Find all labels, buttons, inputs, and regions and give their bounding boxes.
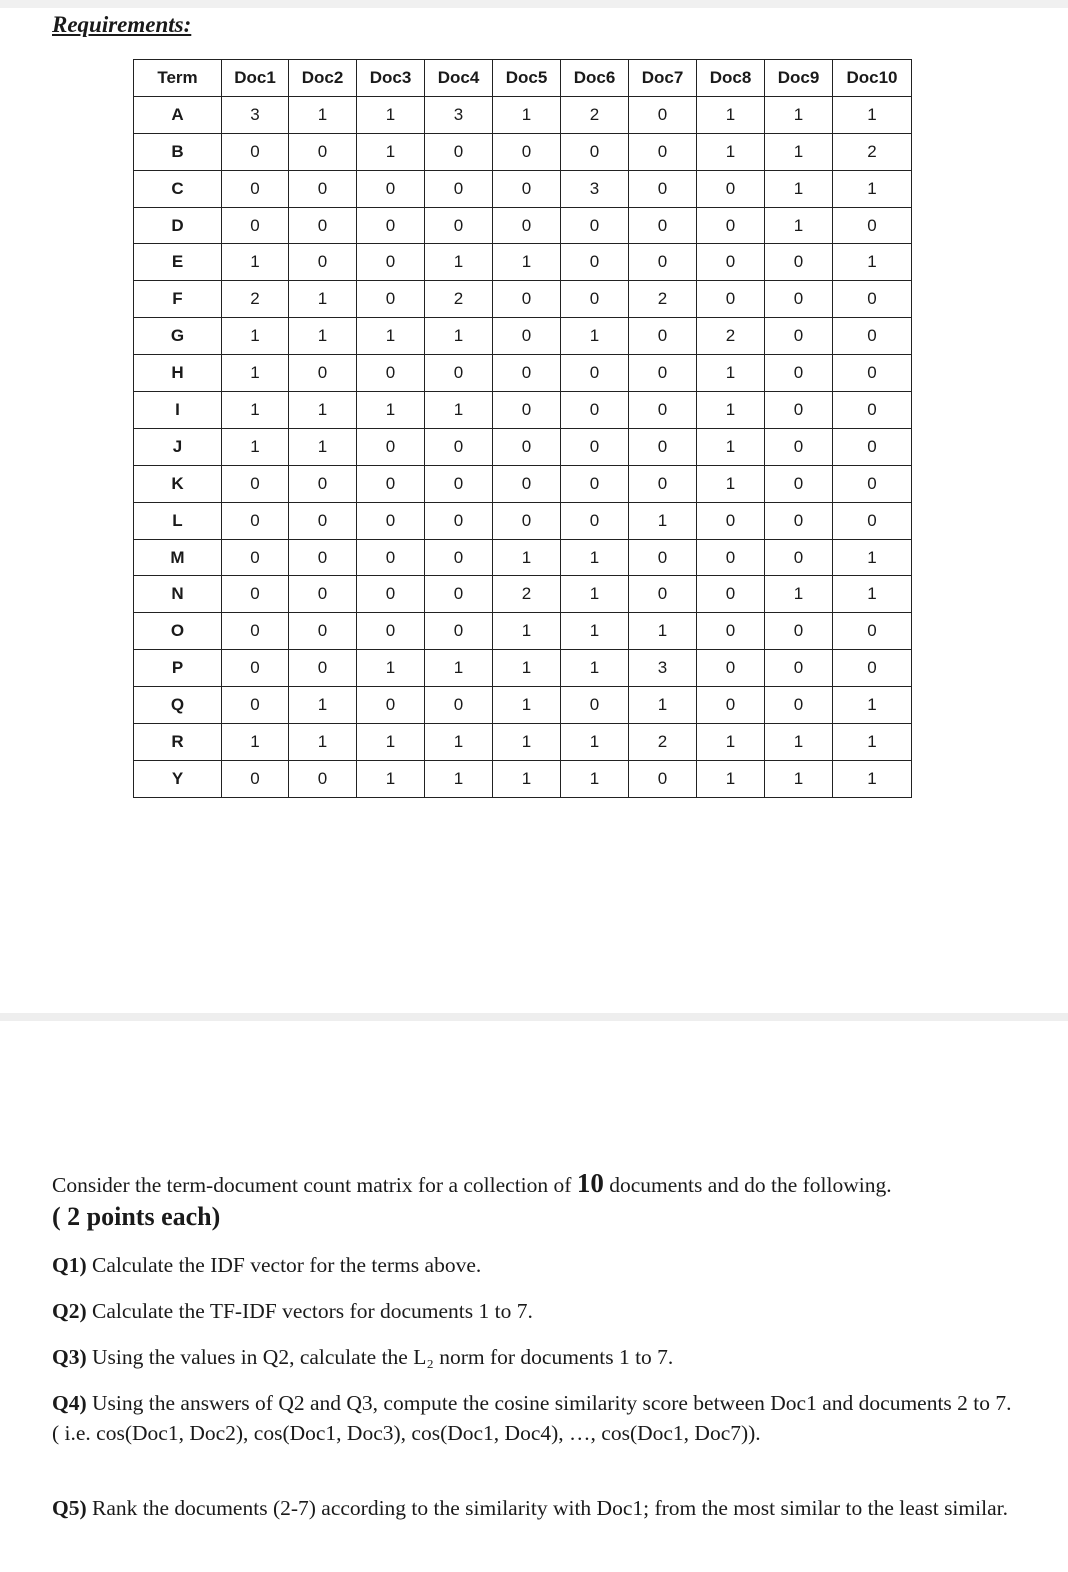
count-cell: 1 <box>765 96 833 133</box>
term-cell: P <box>134 650 222 687</box>
count-cell: 0 <box>425 502 493 539</box>
count-cell: 0 <box>425 428 493 465</box>
points-label: ( 2 points each) <box>52 1202 221 1231</box>
table-row <box>134 392 912 429</box>
points-note <box>52 1202 1012 1233</box>
count-cell: 0 <box>833 613 912 650</box>
count-cell: 0 <box>697 613 765 650</box>
count-cell: 1 <box>833 760 912 797</box>
count-cell: 0 <box>289 760 357 797</box>
term-cell: A <box>134 96 222 133</box>
count-cell: 0 <box>561 281 629 318</box>
count-cell: 0 <box>222 539 289 576</box>
question-3 <box>52 1342 1012 1372</box>
question-text: Rank the documents (2-7) according to the similarity with Doc1; from the most similar to the least similar. <box>86 1496 1008 1520</box>
table-row <box>134 465 912 502</box>
question-text: Calculate the TF-IDF vectors for documents 1 to 7. <box>86 1299 533 1323</box>
count-cell: 0 <box>833 650 912 687</box>
term-cell: F <box>134 281 222 318</box>
count-cell: 1 <box>493 539 561 576</box>
term-cell: O <box>134 613 222 650</box>
count-cell: 1 <box>765 576 833 613</box>
count-cell: 0 <box>833 318 912 355</box>
question-text: Using the values in Q2, calculate the L₂ norm for documents 1 to 7. <box>86 1345 674 1369</box>
count-cell: 0 <box>222 650 289 687</box>
count-cell: 0 <box>289 650 357 687</box>
count-cell: 1 <box>765 133 833 170</box>
document-count: 10 <box>576 1168 604 1198</box>
count-cell: 1 <box>425 244 493 281</box>
count-cell: 0 <box>833 281 912 318</box>
count-cell: 0 <box>765 502 833 539</box>
count-cell: 0 <box>425 613 493 650</box>
count-cell: 1 <box>222 724 289 761</box>
question-label: Q5) <box>52 1496 87 1520</box>
count-cell: 0 <box>629 207 697 244</box>
count-cell: 0 <box>765 281 833 318</box>
header-doc1: Doc1 <box>222 60 289 97</box>
count-cell: 1 <box>357 96 425 133</box>
question-4 <box>52 1388 1012 1448</box>
count-cell: 1 <box>425 650 493 687</box>
count-cell: 0 <box>833 465 912 502</box>
term-cell: Q <box>134 687 222 724</box>
term-document-matrix <box>133 59 912 798</box>
count-cell: 1 <box>697 355 765 392</box>
count-cell: 0 <box>493 465 561 502</box>
count-cell: 1 <box>561 613 629 650</box>
count-cell: 0 <box>561 355 629 392</box>
intro-before: Consider the term-document count matrix for a collection of <box>52 1173 577 1197</box>
table-row <box>134 760 912 797</box>
count-cell: 0 <box>833 428 912 465</box>
count-cell: 1 <box>833 96 912 133</box>
count-cell: 1 <box>561 650 629 687</box>
count-cell: 0 <box>561 392 629 429</box>
count-cell: 1 <box>561 576 629 613</box>
term-cell: M <box>134 539 222 576</box>
count-cell: 0 <box>493 428 561 465</box>
intro-paragraph <box>52 1168 1012 1200</box>
count-cell: 1 <box>357 392 425 429</box>
count-cell: 1 <box>425 760 493 797</box>
count-cell: 0 <box>765 465 833 502</box>
count-cell: 0 <box>629 96 697 133</box>
count-cell: 1 <box>697 133 765 170</box>
question-text: Using the answers of Q2 and Q3, compute the cosine similarity score between Doc1 and documents 2 to 7. ( i.e. cos(Doc1, Doc2), cos(Doc1, Doc3), cos(Doc1, Doc4), …, cos(Doc1, Doc7)). <box>52 1391 1012 1445</box>
count-cell: 0 <box>222 613 289 650</box>
table-row <box>134 355 912 392</box>
count-cell: 0 <box>493 133 561 170</box>
count-cell: 2 <box>493 576 561 613</box>
table-row <box>134 613 912 650</box>
header-doc8: Doc8 <box>697 60 765 97</box>
count-cell: 1 <box>765 760 833 797</box>
count-cell: 1 <box>493 650 561 687</box>
count-cell: 1 <box>357 760 425 797</box>
question-2 <box>52 1296 1012 1326</box>
term-cell: N <box>134 576 222 613</box>
count-cell: 1 <box>561 539 629 576</box>
table-row <box>134 539 912 576</box>
count-cell: 0 <box>425 687 493 724</box>
count-cell: 0 <box>222 576 289 613</box>
question-label: Q3) <box>52 1345 87 1369</box>
count-cell: 0 <box>222 465 289 502</box>
count-cell: 1 <box>289 318 357 355</box>
count-cell: 1 <box>222 392 289 429</box>
count-cell: 0 <box>493 207 561 244</box>
count-cell: 0 <box>765 244 833 281</box>
question-label: Q4) <box>52 1391 87 1415</box>
count-cell: 1 <box>289 281 357 318</box>
count-cell: 0 <box>697 687 765 724</box>
count-cell: 2 <box>697 318 765 355</box>
count-cell: 1 <box>493 244 561 281</box>
table-row <box>134 133 912 170</box>
term-cell: D <box>134 207 222 244</box>
term-cell: Y <box>134 760 222 797</box>
count-cell: 0 <box>697 207 765 244</box>
count-cell: 0 <box>425 170 493 207</box>
count-cell: 1 <box>629 687 697 724</box>
count-cell: 1 <box>357 650 425 687</box>
count-cell: 1 <box>289 96 357 133</box>
count-cell: 1 <box>289 392 357 429</box>
count-cell: 0 <box>289 576 357 613</box>
count-cell: 0 <box>697 170 765 207</box>
count-cell: 0 <box>493 502 561 539</box>
table-row <box>134 244 912 281</box>
count-cell: 0 <box>833 207 912 244</box>
count-cell: 0 <box>697 650 765 687</box>
count-cell: 0 <box>629 576 697 613</box>
header-doc7: Doc7 <box>629 60 697 97</box>
count-cell: 0 <box>765 687 833 724</box>
count-cell: 0 <box>357 355 425 392</box>
count-cell: 0 <box>357 281 425 318</box>
header-doc5: Doc5 <box>493 60 561 97</box>
count-cell: 0 <box>289 465 357 502</box>
count-cell: 1 <box>697 760 765 797</box>
count-cell: 1 <box>697 392 765 429</box>
term-cell: G <box>134 318 222 355</box>
table-row <box>134 724 912 761</box>
table-row <box>134 318 912 355</box>
count-cell: 3 <box>561 170 629 207</box>
count-cell: 2 <box>425 281 493 318</box>
count-cell: 1 <box>425 392 493 429</box>
count-cell: 1 <box>357 724 425 761</box>
term-cell: K <box>134 465 222 502</box>
count-cell: 0 <box>289 355 357 392</box>
count-cell: 0 <box>289 244 357 281</box>
count-cell: 0 <box>357 465 425 502</box>
term-cell: C <box>134 170 222 207</box>
count-cell: 0 <box>425 133 493 170</box>
count-cell: 0 <box>493 355 561 392</box>
header-doc6: Doc6 <box>561 60 629 97</box>
count-cell: 1 <box>833 244 912 281</box>
count-cell: 1 <box>697 465 765 502</box>
count-cell: 1 <box>765 170 833 207</box>
count-cell: 0 <box>629 760 697 797</box>
count-cell: 3 <box>222 96 289 133</box>
question-1 <box>52 1250 1012 1280</box>
count-cell: 1 <box>561 760 629 797</box>
count-cell: 0 <box>765 318 833 355</box>
count-cell: 0 <box>493 318 561 355</box>
count-cell: 0 <box>493 170 561 207</box>
header-doc9: Doc9 <box>765 60 833 97</box>
count-cell: 0 <box>289 502 357 539</box>
count-cell: 1 <box>357 318 425 355</box>
count-cell: 0 <box>357 207 425 244</box>
count-cell: 0 <box>629 170 697 207</box>
count-cell: 0 <box>289 207 357 244</box>
count-cell: 1 <box>629 613 697 650</box>
count-cell: 1 <box>833 724 912 761</box>
count-cell: 1 <box>561 318 629 355</box>
count-cell: 0 <box>561 687 629 724</box>
count-cell: 0 <box>289 170 357 207</box>
count-cell: 1 <box>289 724 357 761</box>
term-cell: I <box>134 392 222 429</box>
term-cell: H <box>134 355 222 392</box>
table-row <box>134 687 912 724</box>
count-cell: 1 <box>697 96 765 133</box>
count-cell: 0 <box>629 428 697 465</box>
count-cell: 0 <box>425 355 493 392</box>
count-cell: 0 <box>222 170 289 207</box>
count-cell: 2 <box>222 281 289 318</box>
count-cell: 1 <box>697 428 765 465</box>
count-cell: 1 <box>493 96 561 133</box>
count-cell: 0 <box>561 465 629 502</box>
count-cell: 1 <box>765 207 833 244</box>
table-row <box>134 576 912 613</box>
count-cell: 1 <box>765 724 833 761</box>
count-cell: 3 <box>425 96 493 133</box>
count-cell: 0 <box>561 133 629 170</box>
count-cell: 1 <box>833 539 912 576</box>
count-cell: 0 <box>697 576 765 613</box>
count-cell: 2 <box>629 724 697 761</box>
count-cell: 1 <box>357 133 425 170</box>
count-cell: 1 <box>493 724 561 761</box>
count-cell: 0 <box>629 244 697 281</box>
table-row <box>134 502 912 539</box>
count-cell: 0 <box>425 576 493 613</box>
term-cell: L <box>134 502 222 539</box>
count-cell: 1 <box>493 687 561 724</box>
count-cell: 0 <box>765 650 833 687</box>
count-cell: 1 <box>629 502 697 539</box>
count-cell: 0 <box>357 502 425 539</box>
term-cell: E <box>134 244 222 281</box>
count-cell: 1 <box>493 613 561 650</box>
count-cell: 0 <box>222 502 289 539</box>
intro-after: documents and do the following. <box>603 1173 892 1197</box>
count-cell: 0 <box>561 502 629 539</box>
count-cell: 1 <box>697 724 765 761</box>
count-cell: 0 <box>425 465 493 502</box>
count-cell: 0 <box>765 392 833 429</box>
page-break <box>0 1013 1068 1021</box>
count-cell: 0 <box>561 207 629 244</box>
count-cell: 1 <box>289 687 357 724</box>
count-cell: 2 <box>629 281 697 318</box>
table-row <box>134 428 912 465</box>
requirements-heading: Requirements: <box>52 12 192 37</box>
count-cell: 0 <box>493 281 561 318</box>
count-cell: 0 <box>222 133 289 170</box>
count-cell: 0 <box>357 428 425 465</box>
count-cell: 1 <box>833 687 912 724</box>
count-cell: 0 <box>629 392 697 429</box>
count-cell: 0 <box>222 687 289 724</box>
count-cell: 0 <box>357 244 425 281</box>
count-cell: 0 <box>357 170 425 207</box>
count-cell: 0 <box>561 244 629 281</box>
count-cell: 0 <box>425 207 493 244</box>
count-cell: 0 <box>833 355 912 392</box>
count-cell: 1 <box>222 244 289 281</box>
count-cell: 1 <box>222 428 289 465</box>
table-row <box>134 650 912 687</box>
count-cell: 0 <box>629 355 697 392</box>
count-cell: 1 <box>425 318 493 355</box>
count-cell: 0 <box>289 133 357 170</box>
count-cell: 0 <box>425 539 493 576</box>
count-cell: 0 <box>629 539 697 576</box>
table-header-row <box>134 60 912 97</box>
count-cell: 1 <box>222 318 289 355</box>
count-cell: 1 <box>833 170 912 207</box>
count-cell: 0 <box>289 613 357 650</box>
count-cell: 2 <box>561 96 629 133</box>
count-cell: 0 <box>357 613 425 650</box>
count-cell: 1 <box>833 576 912 613</box>
count-cell: 2 <box>833 133 912 170</box>
table-row <box>134 281 912 318</box>
count-cell: 0 <box>493 392 561 429</box>
question-5 <box>52 1493 1012 1523</box>
count-cell: 0 <box>697 539 765 576</box>
count-cell: 3 <box>629 650 697 687</box>
term-cell: R <box>134 724 222 761</box>
count-cell: 0 <box>222 207 289 244</box>
count-cell: 1 <box>561 724 629 761</box>
header-doc2: Doc2 <box>289 60 357 97</box>
count-cell: 0 <box>357 687 425 724</box>
count-cell: 0 <box>697 502 765 539</box>
count-cell: 0 <box>357 539 425 576</box>
question-text: Calculate the IDF vector for the terms above. <box>86 1253 482 1277</box>
question-label: Q2) <box>52 1299 87 1323</box>
count-cell: 0 <box>222 760 289 797</box>
top-divider <box>0 0 1068 8</box>
count-cell: 0 <box>697 244 765 281</box>
header-doc4: Doc4 <box>425 60 493 97</box>
count-cell: 0 <box>697 281 765 318</box>
count-cell: 0 <box>765 539 833 576</box>
table-row <box>134 170 912 207</box>
count-cell: 1 <box>425 724 493 761</box>
question-label: Q1) <box>52 1253 87 1277</box>
count-cell: 1 <box>493 760 561 797</box>
count-cell: 0 <box>629 465 697 502</box>
header-term: Term <box>134 60 222 97</box>
count-cell: 0 <box>833 392 912 429</box>
count-cell: 1 <box>222 355 289 392</box>
count-cell: 0 <box>629 318 697 355</box>
count-cell: 0 <box>629 133 697 170</box>
count-cell: 0 <box>561 428 629 465</box>
header-doc3: Doc3 <box>357 60 425 97</box>
count-cell: 0 <box>765 613 833 650</box>
count-cell: 0 <box>765 428 833 465</box>
header-doc10: Doc10 <box>833 60 912 97</box>
count-cell: 0 <box>833 502 912 539</box>
count-cell: 0 <box>289 539 357 576</box>
table-row <box>134 207 912 244</box>
table-row <box>134 96 912 133</box>
term-cell: J <box>134 428 222 465</box>
count-cell: 1 <box>289 428 357 465</box>
count-cell: 0 <box>357 576 425 613</box>
term-cell: B <box>134 133 222 170</box>
count-cell: 0 <box>765 355 833 392</box>
